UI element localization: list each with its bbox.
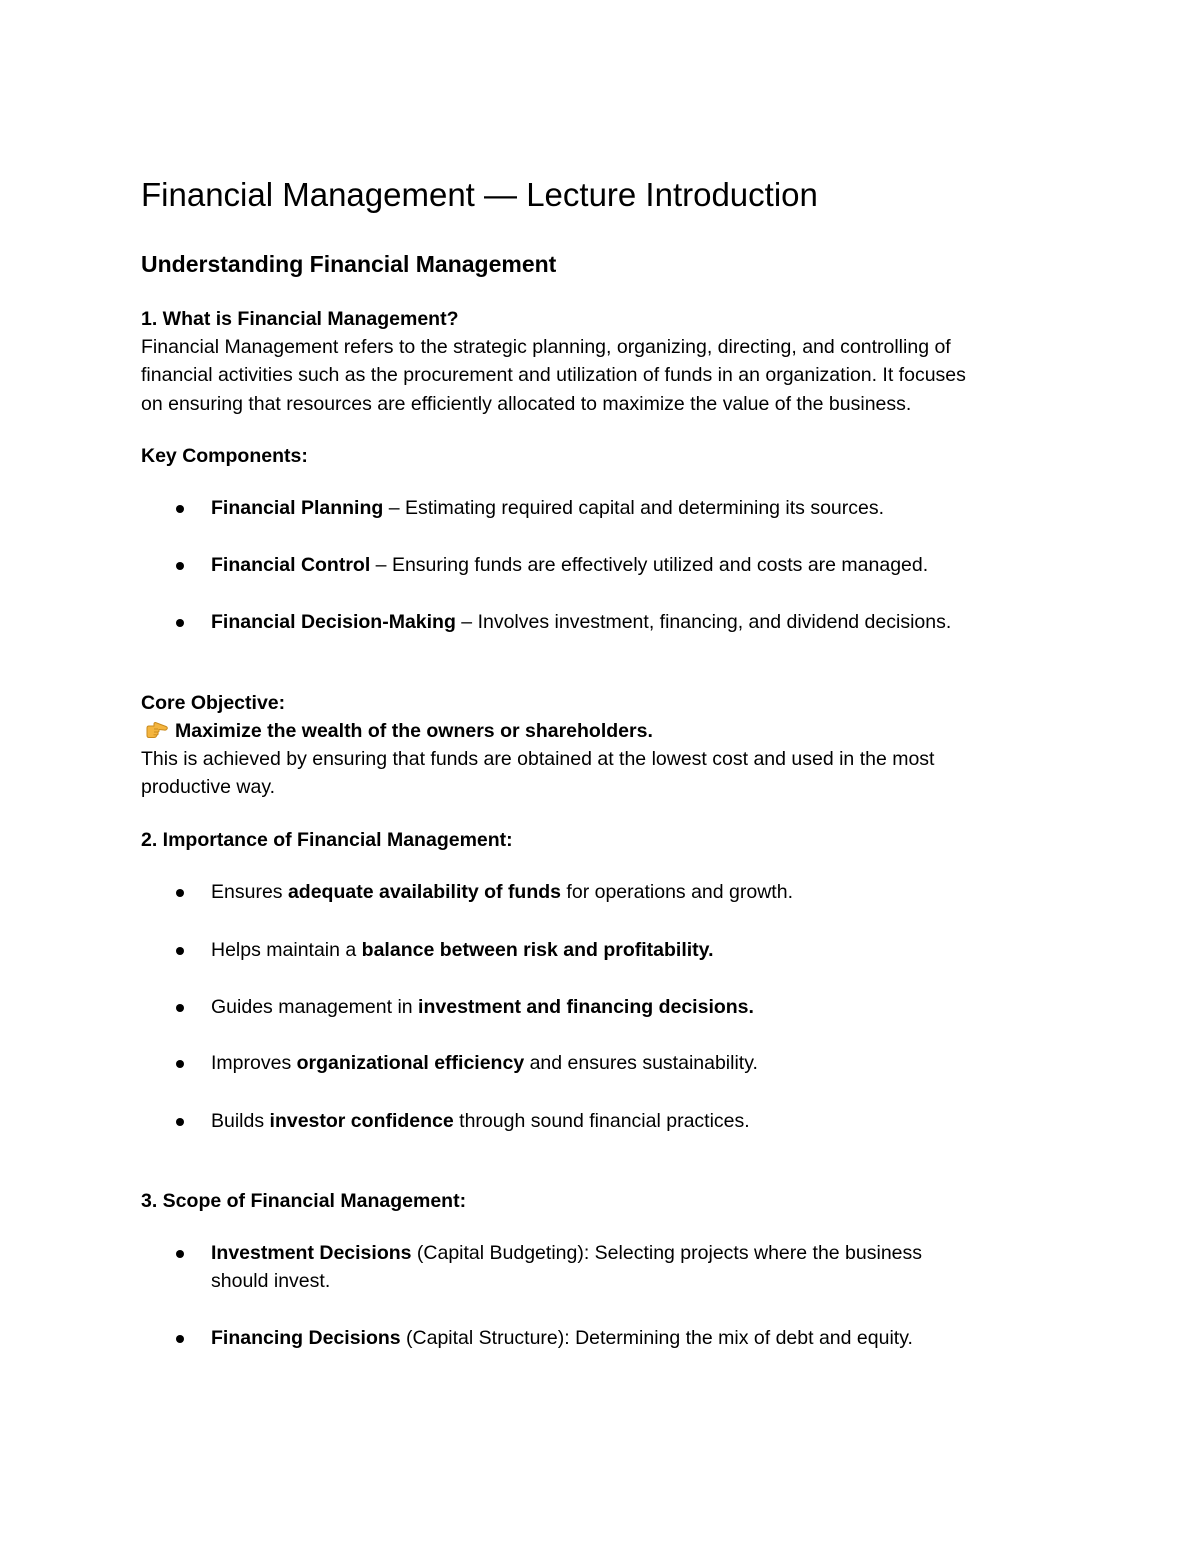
component-description: – Ensuring funds are effectively utilized and costs are managed.	[370, 554, 929, 576]
core-objective-statement	[145, 717, 653, 745]
bullet-icon	[176, 1118, 184, 1126]
section1-para-line1: Financial Management refers to the strategic planning, organizing, directing, and controlling of	[141, 336, 951, 358]
component-name: Financial Decision-Making	[211, 611, 456, 633]
item-emphasis: Financing Decisions	[211, 1327, 401, 1349]
section1-heading: 1. What is Financial Management?	[141, 308, 459, 330]
item-text: Builds	[211, 1110, 270, 1132]
core-objective-text: Maximize the wealth of the owners or shareholders.	[175, 720, 653, 742]
item-emphasis: investor confidence	[269, 1110, 454, 1132]
item-text: for operations and growth.	[561, 881, 793, 903]
item-text-continued: should invest.	[211, 1270, 331, 1292]
core-objective-heading: Core Objective:	[141, 692, 286, 714]
item-emphasis: balance between risk and profitability.	[361, 939, 714, 961]
section-subtitle: Understanding Financial Management	[141, 251, 557, 277]
item-text: Improves	[211, 1052, 297, 1074]
page-title: Financial Management — Lecture Introduction	[141, 176, 818, 213]
bullet-icon	[176, 619, 184, 627]
component-name: Financial Control	[211, 554, 371, 576]
bullet-icon	[176, 1060, 184, 1068]
core-objective-para-line1: This is achieved by ensuring that funds are obtained at the lowest cost and used in the most	[141, 748, 935, 770]
item-text: through sound financial practices.	[453, 1110, 750, 1132]
section1-para-line2: financial activities such as the procurement and utilization of funds in an organization. It focuses	[141, 364, 966, 386]
section2-heading: 2. Importance of Financial Management:	[141, 829, 513, 851]
item-emphasis: Investment Decisions	[211, 1242, 412, 1264]
bullet-icon	[176, 1004, 184, 1012]
bullet-icon	[176, 562, 184, 570]
backhand-index-pointing-right-icon	[145, 720, 169, 740]
component-description: – Involves investment, financing, and dividend decisions.	[455, 611, 952, 633]
bullet-icon	[176, 505, 184, 513]
bullet-icon	[176, 947, 184, 955]
item-text: Helps maintain a	[211, 939, 362, 961]
key-components-heading: Key Components:	[141, 445, 308, 467]
core-objective-para-line2: productive way.	[141, 776, 276, 798]
section1-para-line3: on ensuring that resources are efficiently allocated to maximize the value of the business.	[141, 393, 912, 415]
bullet-icon	[176, 889, 184, 897]
component-name: Financial Planning	[211, 497, 384, 519]
item-text: Guides management in	[211, 996, 419, 1018]
component-description: – Estimating required capital and determining its sources.	[383, 497, 885, 519]
item-emphasis: investment and financing decisions.	[418, 996, 754, 1018]
item-emphasis: adequate availability of funds	[287, 881, 562, 903]
item-text: (Capital Structure): Determining the mix of debt and equity.	[400, 1327, 913, 1349]
item-text: Ensures	[211, 881, 288, 903]
bullet-icon	[176, 1335, 184, 1343]
item-text: (Capital Budgeting): Selecting projects where the business	[411, 1242, 923, 1264]
item-emphasis: organizational efficiency	[296, 1052, 525, 1074]
item-text: and ensures sustainability.	[524, 1052, 758, 1074]
bullet-icon	[176, 1250, 184, 1258]
section3-heading: 3. Scope of Financial Management:	[141, 1190, 467, 1212]
